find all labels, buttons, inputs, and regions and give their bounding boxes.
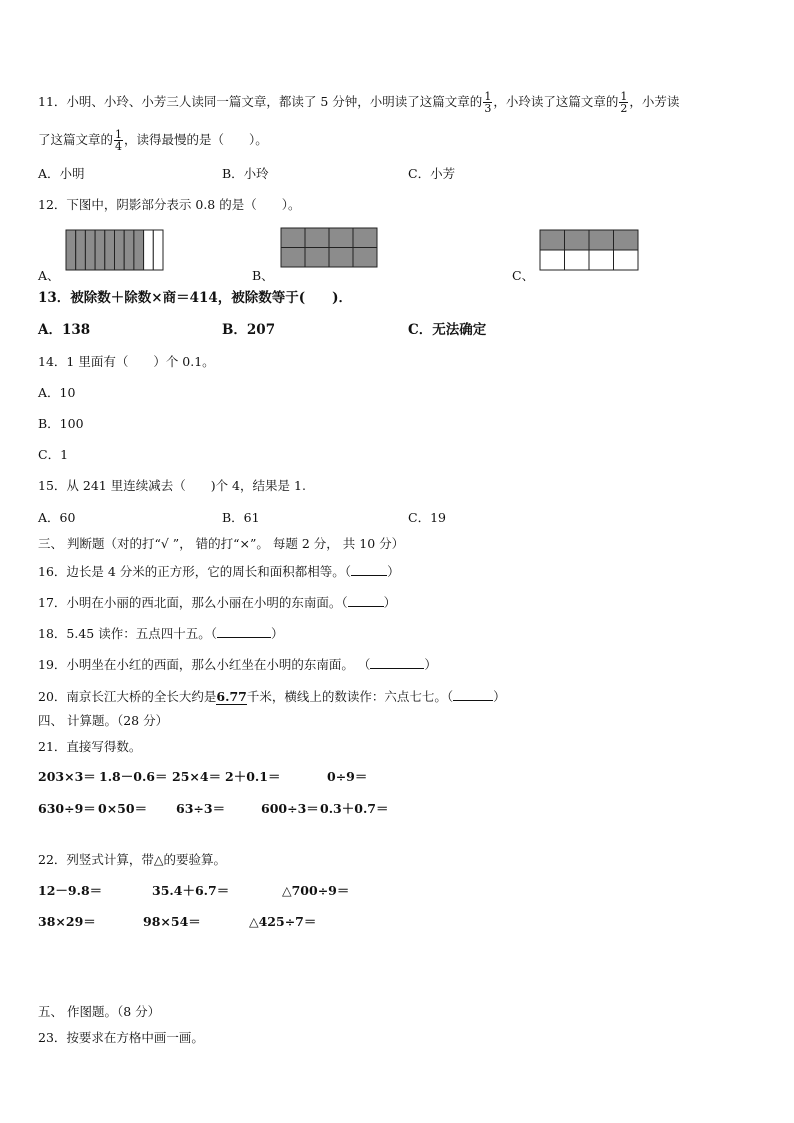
shaded-cell	[124, 230, 134, 270]
q13-stem: 13．被除数＋除数×商＝414，被除数等于( )．	[38, 290, 353, 306]
q17	[38, 595, 396, 610]
q11-text-4: 了这篇文章的	[38, 132, 114, 147]
q22-item: △700÷9＝	[282, 883, 350, 898]
q12-figure-a	[65, 229, 164, 271]
answer-blank[interactable]	[453, 689, 493, 701]
shaded-cell	[115, 230, 125, 270]
shaded-cell	[305, 228, 329, 248]
q21-item: 25×4＝	[172, 769, 222, 784]
q11-fraction-1	[483, 91, 492, 114]
q11-line2	[38, 129, 268, 152]
frac-denominator: 2	[620, 102, 628, 115]
shaded-cell	[329, 228, 353, 248]
section-4-heading: 四、 计算题。（28 分）	[38, 713, 169, 728]
q11-line1	[38, 91, 679, 114]
q14-option-a: A．10	[38, 385, 76, 400]
q11-text-5: ，读得最慢的是（ ）。	[124, 132, 268, 147]
q12-label-b: B、	[252, 268, 274, 283]
q11-option-a: A．小明	[38, 166, 85, 181]
shaded-cell	[353, 228, 377, 248]
shaded-cell	[589, 230, 614, 250]
q22-item: 12－9.8＝	[38, 883, 103, 898]
q11-text-3: ，小芳读	[629, 94, 680, 109]
q11-option-c: C．小芳	[408, 166, 456, 181]
section-3-heading: 三、 判断题（对的打“√ ”， 错的打“×”。 每题 2 分， 共 10 分）	[38, 536, 405, 551]
q19	[38, 657, 437, 672]
q21-item: 63÷3＝	[176, 801, 226, 816]
q20	[38, 689, 506, 704]
q23-stem: 23．按要求在方格中画一画。	[38, 1030, 204, 1045]
shaded-cell	[281, 248, 305, 268]
q16	[38, 564, 400, 579]
frac-numerator: 1	[620, 90, 628, 103]
empty-cell	[565, 250, 590, 270]
q19-text: 19．小明坐在小红的西面，那么小红坐在小明的东南面。 （	[38, 657, 371, 672]
q11-fraction-2	[619, 91, 628, 114]
q13-option-a: A．138	[38, 322, 91, 338]
shaded-cell	[105, 230, 115, 270]
shaded-cell	[565, 230, 590, 250]
shaded-cell	[76, 230, 86, 270]
q21-stem: 21．直接写得数。	[38, 739, 142, 754]
q12-figure-b	[280, 227, 378, 268]
frac-denominator: 3	[484, 102, 492, 115]
q12-label-a: A、	[38, 268, 60, 283]
shaded-cell	[134, 230, 144, 270]
q21-item: 630÷9＝	[38, 801, 96, 816]
q15-option-a: A．60	[38, 510, 76, 525]
q11-fraction-3	[114, 129, 123, 152]
q18	[38, 626, 283, 641]
q18-text: 18．5.45 读作：五点四十五。（	[38, 626, 217, 641]
shaded-cell	[95, 230, 105, 270]
answer-blank[interactable]	[217, 626, 271, 638]
empty-cell	[540, 250, 565, 270]
q21-item: 0÷9＝	[327, 769, 368, 784]
q14-stem: 14．1 里面有（ ）个 0.1。	[38, 354, 215, 369]
close-paren: ）	[387, 564, 400, 579]
q22-stem: 22．列竖式计算，带△的要验算。	[38, 852, 227, 867]
q15-option-b: B．61	[222, 510, 260, 525]
q20-text-before: 20．南京长江大桥的全长大约是	[38, 689, 217, 704]
q16-text: 16．边长是 4 分米的正方形，它的周长和面积都相等。（	[38, 564, 352, 579]
q21-item: 0×50＝	[98, 801, 148, 816]
close-paren: ）	[270, 626, 284, 641]
q22-item: 38×29＝	[38, 914, 96, 929]
empty-cell	[589, 250, 614, 270]
frac-numerator: 1	[484, 90, 492, 103]
q11-text-1: 11．小明、小玲、小芳三人读同一篇文章，都读了 5 分钟，小明读了这篇文章的	[38, 94, 483, 109]
q14-option-b: B．100	[38, 416, 84, 431]
shaded-cell	[353, 248, 377, 268]
q12-stem: 12．下图中，阴影部分表示 0.8 的是（ ）。	[38, 197, 301, 212]
shaded-cell	[305, 248, 329, 268]
empty-cell	[144, 230, 154, 270]
section-5-heading: 五、 作图题。（8 分）	[38, 1004, 161, 1019]
q17-text: 17．小明在小丽的西北面，那么小丽在小明的东南面。（	[38, 595, 348, 610]
q12-figure-c	[539, 229, 639, 271]
q13-option-c: C．无法确定	[408, 322, 487, 338]
q13-option-b: B．207	[222, 322, 276, 338]
empty-cell	[153, 230, 163, 270]
answer-blank[interactable]	[351, 564, 387, 576]
q15-stem: 15．从 241 里连续减去（ )个 4，结果是 1.	[38, 478, 306, 493]
shaded-cell	[85, 230, 95, 270]
q22-item: 98×54＝	[143, 914, 201, 929]
shaded-cell	[329, 248, 353, 268]
q11-text-2: ，小玲读了这篇文章的	[493, 94, 619, 109]
q22-item: 35.4＋6.7＝	[152, 883, 230, 898]
shaded-cell	[540, 230, 565, 250]
frac-denominator: 4	[115, 140, 123, 153]
frac-numerator: 1	[115, 128, 123, 141]
q21-item: 203×3＝	[38, 769, 96, 784]
empty-cell	[614, 250, 639, 270]
close-paren: ）	[493, 689, 506, 704]
q22-item: △425÷7＝	[249, 914, 317, 929]
shaded-cell	[281, 228, 305, 248]
shaded-cell	[614, 230, 639, 250]
q12-label-c: C、	[512, 268, 535, 283]
q11-option-b: B．小玲	[222, 166, 269, 181]
q14-option-c: C．1	[38, 447, 69, 462]
q21-item: 0.3＋0.7＝	[320, 801, 389, 816]
shaded-cell	[66, 230, 76, 270]
q21-item: 1.8－0.6＝	[99, 769, 168, 784]
answer-blank[interactable]	[370, 657, 424, 669]
q21-item: 600÷3＝	[261, 801, 319, 816]
answer-blank[interactable]	[348, 595, 384, 607]
q20-underlined-number: 6.77	[216, 689, 247, 704]
q20-text-after: 千米，横线上的数读作：六点七七。（	[246, 689, 454, 704]
close-paren: ）	[424, 657, 437, 672]
q15-option-c: C．19	[408, 510, 446, 525]
q21-item: 2＋0.1＝	[225, 769, 281, 784]
close-paren: ）	[383, 595, 397, 610]
